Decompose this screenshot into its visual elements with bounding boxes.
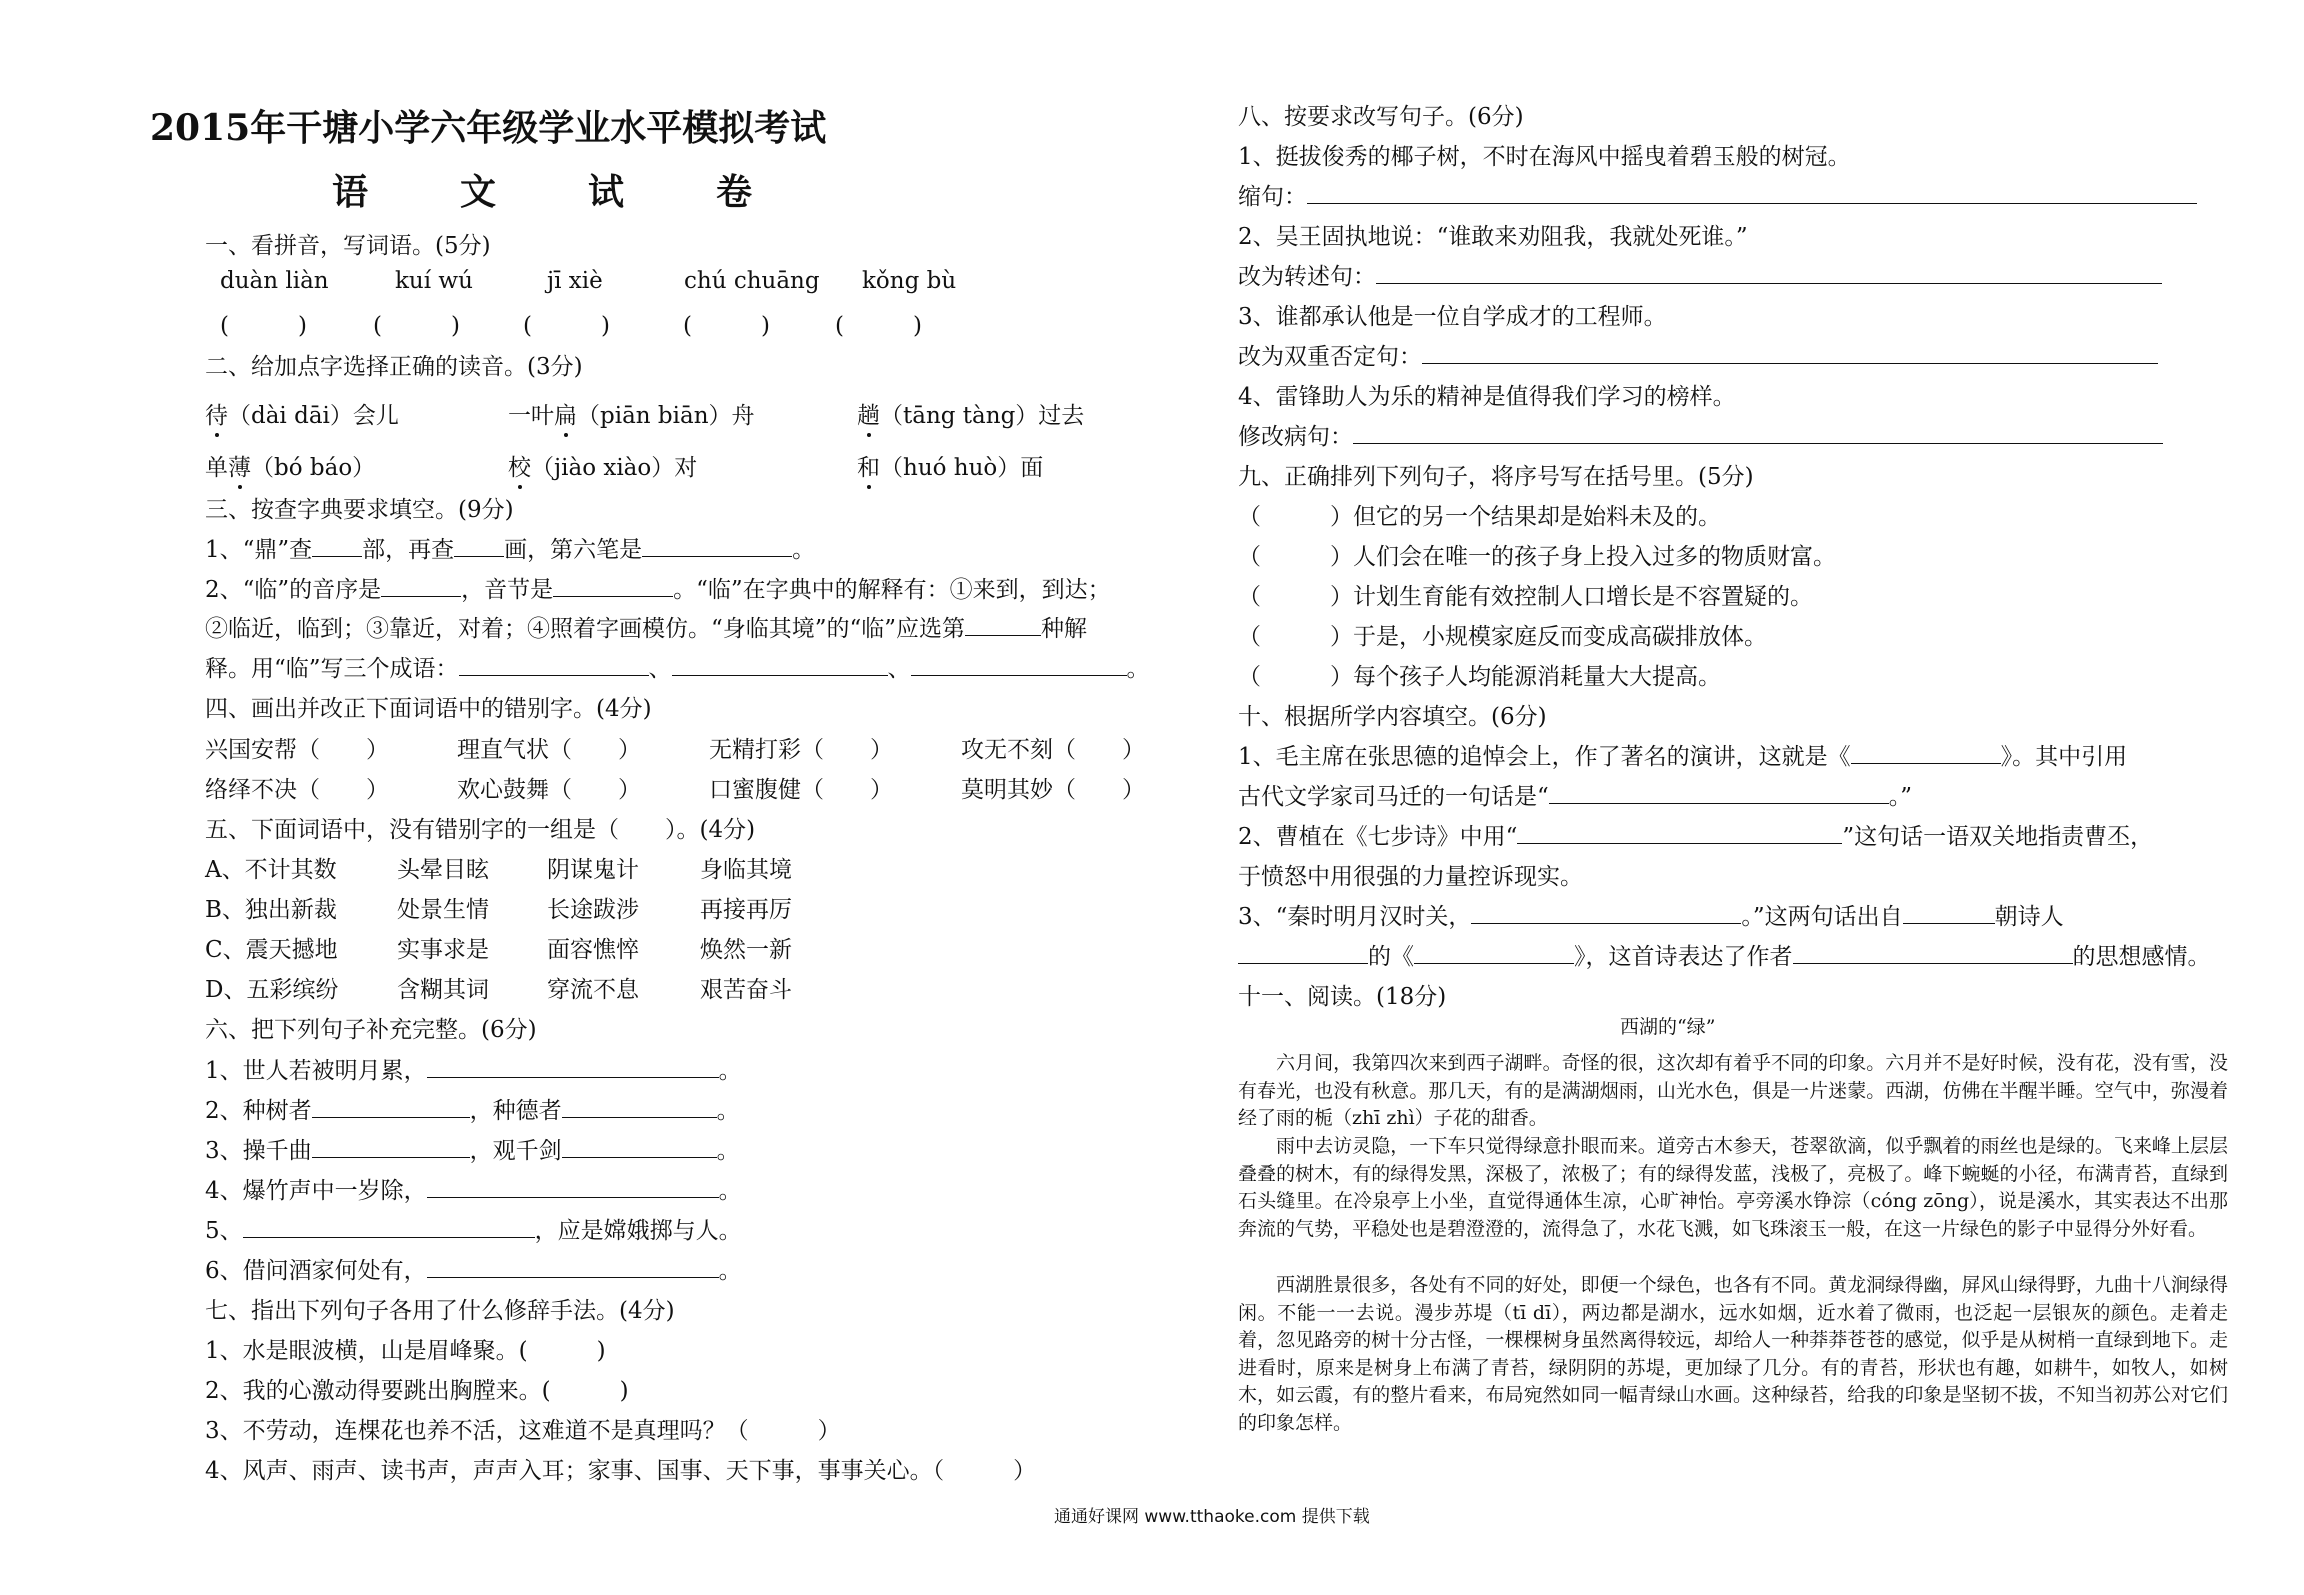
option-word: 再接再厉 [700, 897, 792, 923]
option-word: 实事求是 [397, 937, 489, 963]
blank[interactable] [672, 653, 888, 676]
poem-line: 3、操千曲 ，观千剑 。 [205, 1132, 740, 1165]
fill-line: 1、毛主席在张思德的追悼会上，作了著名的演讲，这就是《 》。其中引用 [1238, 738, 2127, 771]
option-word: 身临其境 [700, 857, 792, 883]
blank[interactable] [312, 1095, 470, 1118]
option-word: 面容憔悴 [547, 937, 639, 963]
option-word: D、五彩缤纷 [205, 977, 339, 1003]
article-title: 西湖的“绿” [1620, 1016, 1716, 1038]
option-word: 头晕目眩 [397, 857, 489, 883]
subtitle-char: 语 [332, 171, 369, 213]
section-2-heading: 二、给加点字选择正确的读音。(3分) [205, 354, 583, 380]
rhetoric-item: 4、风声、雨声、读书声，声声入耳；家事、国事、天下事，事事关心。（ ） [205, 1458, 1037, 1484]
typo-item: 兴国安帮（ ） [205, 737, 389, 763]
answer-paren[interactable]: ( ) [220, 313, 307, 339]
answer-paren[interactable]: ( ) [683, 313, 770, 339]
exam-subtitle [332, 164, 752, 215]
section-5-heading: 五、下面词语中，没有错别字的一组是（ ）。(4分) [205, 817, 756, 843]
blank[interactable] [1307, 181, 2197, 204]
reading-item: 和（huó huò）面 [857, 455, 1044, 481]
blank[interactable] [1353, 421, 2163, 444]
reading-item: 一叶扁（piān biān）舟 [508, 403, 755, 429]
pinyin-item: chú chuāng [684, 268, 820, 294]
blank[interactable] [1549, 781, 1889, 804]
reading-item: 待（dài dāi）会儿 [205, 403, 399, 429]
option-word: 穿流不息 [547, 977, 639, 1003]
dict-line-2: 2、“临”的音序是 ，音节是 。“临”在字典中的解释有：①来到，到达； [205, 571, 1111, 604]
order-item: （ ）人们会在唯一的孩子身上投入过多的物质财富。 [1238, 544, 1836, 570]
rewrite-answer: 改为双重否定句： [1238, 338, 2158, 371]
pinyin-item: jī xiè [547, 268, 603, 294]
section-10-heading: 十、根据所学内容填空。(6分) [1238, 704, 1547, 730]
poem-line: 6、借问酒家何处有， 。 [205, 1252, 742, 1285]
section-7-heading: 七、指出下列句子各用了什么修辞手法。(4分) [205, 1298, 675, 1324]
reading-item: 校（jiào xiào）对 [508, 455, 698, 481]
option-word: C、震天撼地 [205, 937, 338, 963]
fill-line: 古代文学家司马迁的一句话是“ 。” [1238, 778, 1912, 811]
option-word: A、不计其数 [205, 857, 337, 883]
blank[interactable] [1422, 341, 2158, 364]
section-6-heading: 六、把下列句子补充完整。(6分) [205, 1017, 537, 1043]
article-paragraph: 西湖胜景很多，各处有不同的好处，即便一个绿色，也各有不同。黄龙洞绿得幽，屏风山绿得野，九曲十八涧绿得闲。不能一一去说。漫步苏堤（tī dī），两边都是湖水，远水如烟，近水着了微雨，也泛起一层银灰的颜色。走着走着，忽见路旁的树十分古怪，一棵棵树身虽然离得较远，却给人一种莽莽苍苍的感觉，似乎是从树梢一直绿到地下。走进看时，原来是树身上布满了青苔，绿阴阴的苏堤，更加绿了几分。有的青苔，形状也有趣，如耕牛，如牧人，如树木，如云霞，有的整片看来，布局宛然如同一幅青绿山水画。这种绿苔，给我的印象是坚韧不拔，不知当初苏公对它们的印象怎样。 [1238, 1274, 2228, 1434]
option-word: 阴谋鬼计 [547, 857, 639, 883]
section-9-heading: 九、正确排列下列句子，将序号写在括号里。(5分) [1238, 464, 1754, 490]
typo-item: 理直气状（ ） [457, 737, 641, 763]
dict-line-1: 1、“鼎”查 部，再查 画，第六笔是 。 [205, 531, 815, 564]
blank[interactable] [312, 534, 362, 557]
blank[interactable] [1793, 941, 2073, 964]
rhetoric-item: 1、水是眼波横，山是眉峰聚。( ) [205, 1338, 606, 1364]
typo-item: 攻无不刻（ ） [961, 737, 1145, 763]
answer-paren[interactable]: ( ) [523, 313, 610, 339]
blank[interactable] [911, 653, 1127, 676]
poem-line: 2、种树者 ，种德者 。 [205, 1092, 740, 1125]
blank[interactable] [427, 1055, 719, 1078]
subtitle-char: 文 [460, 171, 497, 213]
section-4-heading: 四、画出并改正下面词语中的错别字。(4分) [205, 696, 652, 722]
poem-line: 5、 ，应是嫦娥掷与人。 [205, 1212, 742, 1245]
order-item: （ ）计划生育能有效控制人口增长是不容置疑的。 [1238, 584, 1813, 610]
blank[interactable] [312, 1135, 470, 1158]
article-paragraph: 雨中去访灵隐，一下车只觉得绿意扑眼而来。道旁古木参天，苍翠欲滴，似乎飘着的雨丝也是绿的。飞来峰上层层叠叠的树木，有的绿得发黑，深极了，浓极了；有的绿得发蓝，浅极了，亮极了。峰下蜿蜒的小径，布满青苔，直绿到石头缝里。在冷泉亭上小坐，直觉得通体生凉，心旷神怡。亭旁溪水铮淙（cóng zōng），说是溪水，其实表达不出那奔流的气势，平稳处也是碧澄澄的，流得急了，水花飞溅，如飞珠滚玉一般，在这一片绿色的影子中显得分外好看。 [1238, 1135, 2228, 1240]
blank[interactable] [1471, 901, 1741, 924]
poem-line: 1、世人若被明月累， 。 [205, 1052, 742, 1085]
blank[interactable] [459, 653, 649, 676]
pinyin-item: kuí wú [395, 268, 473, 294]
option-word: 艰苦奋斗 [700, 977, 792, 1003]
option-word: B、独出新裁 [205, 897, 337, 923]
pinyin-item: kǒng bù [862, 268, 957, 294]
order-item: （ ）每个孩子人均能源消耗量大大提高。 [1238, 664, 1721, 690]
blank[interactable] [642, 534, 792, 557]
fill-line: 于愤怒中用很强的力量控诉现实。 [1238, 864, 1583, 890]
subtitle-char: 试 [588, 171, 625, 213]
blank[interactable] [454, 534, 504, 557]
dict-line-3: ②临近，临到；③靠近，对着；④照着字画模仿。“身临其境”的“临”应选第 种解 [205, 610, 1087, 643]
blank[interactable] [1903, 901, 1995, 924]
option-word: 处景生情 [397, 897, 489, 923]
blank[interactable] [553, 574, 673, 597]
fill-line: 3、“秦时明月汉时关， 。”这两句话出自 朝诗人 [1238, 898, 2064, 931]
rewrite-question: 4、雷锋助人为乐的精神是值得我们学习的榜样。 [1238, 384, 1736, 410]
blank[interactable] [1851, 741, 2001, 764]
order-item: （ ）但它的另一个结果却是始料未及的。 [1238, 504, 1721, 530]
pinyin-item: duàn liàn [220, 268, 329, 294]
blank[interactable] [1517, 821, 1842, 844]
rewrite-question: 1、挺拔俊秀的椰子树，不时在海风中摇曳着碧玉般的树冠。 [1238, 144, 1851, 170]
rhetoric-item: 3、不劳动，连棵花也养不活，这难道不是真理吗？（ ） [205, 1418, 841, 1444]
rewrite-answer: 改为转述句： [1238, 258, 2162, 291]
blank[interactable] [381, 574, 461, 597]
rewrite-question: 2、吴王固执地说：“谁敢来劝阻我，我就处死谁。” [1238, 224, 1748, 250]
typo-item: 络绎不决（ ） [205, 777, 389, 803]
article-paragraph: 六月间，我第四次来到西子湖畔。奇怪的很，这次却有着乎不同的印象。六月并不是好时候，没有花，没有雪，没有春光，也没有秋意。那几天，有的是满湖烟雨，山光水色，俱是一片迷蒙。西湖，仿佛在半醒半睡。空气中，弥漫着经了雨的栀（zhī zhì）子花的甜香。 [1238, 1052, 2228, 1129]
section-8-heading: 八、按要求改写句子。(6分) [1238, 104, 1524, 130]
blank[interactable] [1376, 261, 2162, 284]
blank[interactable] [1238, 941, 1368, 964]
page-footer: 通通好课网 www.tthaoke.com 提供下载 [1054, 1507, 1370, 1527]
blank[interactable] [562, 1095, 717, 1118]
blank[interactable] [965, 613, 1041, 636]
answer-paren[interactable]: ( ) [835, 313, 922, 339]
blank[interactable] [427, 1175, 719, 1198]
blank[interactable] [1414, 941, 1574, 964]
section-1-heading: 一、看拼音，写词语。(5分) [205, 233, 491, 259]
rhetoric-item: 2、我的心激动得要跳出胸膛来。( ) [205, 1378, 629, 1404]
reading-item: 趟（tāng tàng）过去 [857, 403, 1085, 429]
option-word: 含糊其词 [397, 977, 489, 1003]
rewrite-question: 3、谁都承认他是一位自学成才的工程师。 [1238, 304, 1667, 330]
section-11-heading: 十一、阅读。(18分) [1238, 984, 1447, 1010]
subtitle-char: 卷 [716, 171, 753, 213]
typo-item: 口蜜腹健（ ） [709, 777, 893, 803]
fill-line: 2、曹植在《七步诗》中用“ ”这句话一语双关地指责曹丕， [1238, 818, 2153, 851]
option-word: 焕然一新 [700, 937, 792, 963]
typo-item: 欢心鼓舞（ ） [457, 777, 641, 803]
answer-paren[interactable]: ( ) [373, 313, 460, 339]
section-3-heading: 三、按查字典要求填空。(9分) [205, 497, 514, 523]
exam-title: 2015年干塘小学六年级学业水平模拟考试 [150, 107, 827, 149]
rewrite-answer: 缩句： [1238, 178, 2197, 211]
typo-item: 莫明其妙（ ） [961, 777, 1145, 803]
fill-line: 的《 》，这首诗表达了作者 的思想感情。 [1238, 938, 2211, 971]
poem-line: 4、爆竹声中一岁除， 。 [205, 1172, 742, 1205]
typo-item: 无精打彩（ ） [709, 737, 893, 763]
blank[interactable] [562, 1135, 717, 1158]
dict-line-4: 释。用“临”写三个成语： 、 、 。 [205, 650, 1150, 683]
reading-item: 单薄（bó báo） [205, 455, 376, 481]
order-item: （ ）于是，小规模家庭反而变成高碳排放体。 [1238, 624, 1767, 650]
option-word: 长途跋涉 [547, 897, 639, 923]
blank[interactable] [243, 1215, 535, 1238]
rewrite-answer: 修改病句： [1238, 418, 2163, 451]
blank[interactable] [427, 1255, 719, 1278]
